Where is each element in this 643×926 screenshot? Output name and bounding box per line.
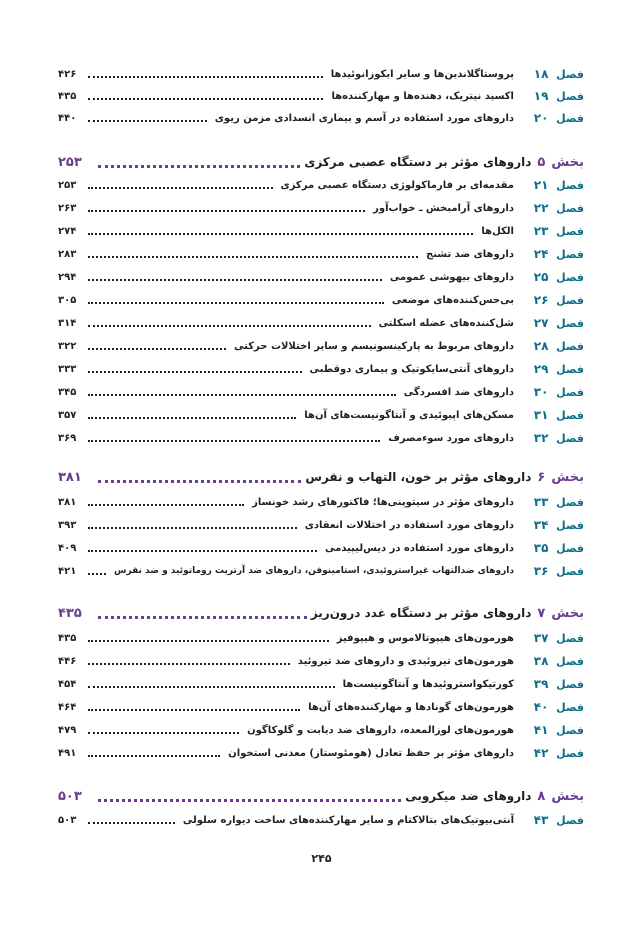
chapter-number: ۳۱	[533, 408, 549, 422]
chapter-number: ۲۰	[533, 111, 549, 125]
chapter-title[interactable]: داروهای مورد استفاده در آسم و بیماری انسدادی مزمن ریوی	[214, 112, 514, 124]
chapter-number: ۲۷	[533, 316, 549, 330]
chapter-marker	[514, 362, 584, 376]
chapter-marker	[514, 518, 584, 532]
chapter-marker	[514, 316, 584, 330]
chapter-label: فصل	[556, 316, 584, 330]
toc-row[interactable]	[58, 244, 584, 264]
chapter-marker	[514, 67, 584, 81]
chapter-label: فصل	[556, 723, 584, 737]
part-title[interactable]: داروهای مؤثر بر دستگاه عصبی مرکزی	[304, 155, 532, 169]
chapter-marker	[514, 270, 584, 284]
chapter-label: فصل	[556, 385, 584, 399]
chapter-number: ۳۳	[533, 495, 549, 509]
part-number: ۵	[537, 154, 546, 170]
page-number: ۳۱۴	[58, 317, 77, 329]
chapter-title[interactable]: اکسید نیتریک، دهنده‌ها و مهارکننده‌ها	[331, 90, 514, 102]
chapter-title[interactable]: داروهای مؤثر در سیتوپنی‌ها؛ فاکتورهای رشد خونساز	[252, 496, 514, 508]
toc-row[interactable]	[58, 198, 584, 218]
chapter-number: ۳۹	[533, 677, 549, 691]
toc-row[interactable]	[58, 628, 584, 648]
chapter-number: ۲۹	[533, 362, 549, 376]
chapter-title[interactable]: داروهای ضدالتهاب غیراستروئیدی، استامینوفن، داروهای ضد آرتریت روماتوئید و ضد نقرس	[114, 566, 514, 576]
leader-dots	[88, 210, 365, 212]
leader-dots	[88, 822, 175, 824]
chapter-label: فصل	[556, 564, 584, 578]
leader-dots	[88, 527, 297, 529]
chapter-title[interactable]: داروهای مورد استفاده در دیس‌لیپیدمی	[325, 542, 514, 554]
part-page-number: ۴۳۵	[58, 605, 82, 621]
chapter-title[interactable]: شل‌کننده‌های عضله اسکلتی	[378, 317, 514, 329]
page-number: ۲۷۴	[58, 225, 77, 237]
chapter-label: فصل	[556, 495, 584, 509]
part-label: بخش	[551, 605, 584, 621]
leader-dots	[88, 686, 335, 688]
chapter-number: ۲۲	[533, 201, 549, 215]
chapter-title[interactable]: داروهای مربوط به پارکینسونیسم و سایر اختلالات حرکتی	[234, 340, 514, 352]
toc-row[interactable]	[58, 561, 584, 581]
chapter-title[interactable]: داروهای ضد تشنج	[425, 248, 514, 260]
page-number: ۳۲۲	[58, 340, 77, 352]
page-number: ۴۵۴	[58, 678, 77, 690]
chapter-marker	[514, 431, 584, 445]
part-label: بخش	[551, 154, 584, 170]
chapter-number: ۳۰	[533, 385, 549, 399]
chapter-number: ۲۱	[533, 178, 549, 192]
page-number: ۳۶۹	[58, 432, 77, 444]
page-number: ۴۰۹	[58, 542, 77, 554]
leader-dots	[98, 799, 401, 802]
chapter-marker	[514, 385, 584, 399]
chapter-title[interactable]: داروهای مؤثر بر حفظ تعادل (هومئوستاز) معدنی استخوان	[228, 747, 514, 759]
chapter-label: فصل	[556, 700, 584, 714]
toc-row[interactable]	[58, 175, 584, 195]
page-number: ۲۵۳	[58, 179, 77, 191]
chapter-marker	[514, 541, 584, 555]
leader-dots	[88, 302, 384, 304]
chapter-marker	[514, 293, 584, 307]
chapter-number: ۴۱	[533, 723, 549, 737]
chapter-label: فصل	[556, 293, 584, 307]
page-number: ۴۷۹	[58, 724, 77, 736]
part-page-number: ۵۰۳	[58, 788, 82, 804]
part-title[interactable]: داروهای مؤثر بر دستگاه غدد درون‌ریز	[310, 606, 532, 620]
page-number: ۲۸۳	[58, 248, 77, 260]
chapter-label: فصل	[556, 270, 584, 284]
part-heading[interactable]	[58, 151, 584, 173]
leader-dots	[88, 732, 239, 734]
chapter-label: فصل	[556, 408, 584, 422]
leader-dots	[88, 348, 226, 350]
chapter-marker	[514, 700, 584, 714]
page-number: ۴۶۴	[58, 701, 77, 713]
leader-dots	[88, 573, 106, 575]
folio-page-number: ۲۴۵	[311, 852, 332, 865]
toc-row[interactable]	[58, 313, 584, 333]
page-number: ۳۳۳	[58, 363, 77, 375]
chapter-label: فصل	[556, 111, 584, 125]
chapter-marker	[514, 178, 584, 192]
chapter-number: ۴۰	[533, 700, 549, 714]
toc-row[interactable]	[58, 720, 584, 740]
chapter-marker	[514, 201, 584, 215]
chapter-number: ۲۶	[533, 293, 549, 307]
chapter-number: ۲۵	[533, 270, 549, 284]
leader-dots	[88, 394, 396, 396]
toc-row[interactable]	[58, 743, 584, 763]
leader-dots	[88, 325, 371, 327]
page-number: ۳۹۳	[58, 519, 77, 531]
leader-dots	[98, 165, 300, 168]
chapter-marker	[514, 813, 584, 827]
chapter-marker	[514, 723, 584, 737]
chapter-label: فصل	[556, 247, 584, 261]
chapter-label: فصل	[556, 746, 584, 760]
leader-dots	[88, 417, 296, 419]
part-title[interactable]: داروهای ضد میکروبی	[405, 789, 532, 803]
toc-row[interactable]	[58, 382, 584, 402]
chapter-title[interactable]: داروهای ضد افسردگی	[403, 386, 514, 398]
chapter-label: فصل	[556, 431, 584, 445]
leader-dots	[88, 640, 329, 642]
chapter-label: فصل	[556, 224, 584, 238]
leader-dots	[88, 279, 382, 281]
chapter-title[interactable]: کورتیکواستروئیدها و آنتاگونیست‌ها	[342, 678, 514, 690]
chapter-title[interactable]: مسکن‌های اپیوئیدی و آنتاگونیست‌های آن‌ها	[304, 409, 514, 421]
chapter-number: ۲۴	[533, 247, 549, 261]
leader-dots	[88, 709, 300, 711]
chapter-title[interactable]: هورمون‌های گونادها و مهارکننده‌های آن‌ها	[308, 701, 514, 713]
chapter-label: فصل	[556, 813, 584, 827]
chapter-title[interactable]: داروهای آرامبخش ـ خواب‌آور	[373, 202, 514, 214]
toc-row[interactable]	[58, 697, 584, 717]
chapter-number: ۳۸	[533, 654, 549, 668]
page-number: ۳۸۱	[58, 496, 77, 508]
chapter-label: فصل	[556, 631, 584, 645]
toc-row[interactable]	[58, 428, 584, 448]
chapter-marker	[514, 564, 584, 578]
chapter-label: فصل	[556, 67, 584, 81]
chapter-marker	[514, 677, 584, 691]
page-number: ۴۳۵	[58, 632, 77, 644]
toc-row[interactable]	[58, 810, 584, 830]
toc-row[interactable]	[58, 359, 584, 379]
chapter-marker	[514, 495, 584, 509]
part-page-number: ۲۵۳	[58, 154, 82, 170]
toc-row[interactable]	[58, 651, 584, 671]
leader-dots	[88, 550, 317, 552]
chapter-marker	[514, 631, 584, 645]
chapter-label: فصل	[556, 339, 584, 353]
page-number: ۴۹۱	[58, 747, 77, 759]
page-number: ۲۹۴	[58, 271, 77, 283]
page-number: ۴۴۶	[58, 655, 77, 667]
chapter-title[interactable]: الکل‌ها	[481, 225, 514, 237]
chapter-title[interactable]: هورمون‌های هیپوتالاموس و هیپوفیز	[336, 632, 514, 644]
chapter-title[interactable]: مقدمه‌ای بر فارماکولوژی دستگاه عصبی مرکزی	[280, 179, 514, 191]
chapter-title[interactable]: داروهای مورد استفاده در اختلالات انعقادی	[304, 519, 514, 531]
chapter-marker	[514, 247, 584, 261]
chapter-label: فصل	[556, 201, 584, 215]
toc-row[interactable]	[58, 267, 584, 287]
leader-dots	[88, 233, 473, 235]
chapter-title[interactable]: آنتی‌بیوتیک‌های بتالاکتام و سایر مهارکننده‌های ساخت دیواره سلولی	[182, 814, 514, 826]
toc-row[interactable]	[58, 515, 584, 535]
leader-dots	[88, 98, 323, 100]
toc-row[interactable]	[58, 86, 584, 106]
chapter-marker	[514, 111, 584, 125]
page-number: ۴۳۵	[58, 90, 77, 102]
chapter-label: فصل	[556, 654, 584, 668]
chapter-number: ۲۳	[533, 224, 549, 238]
toc-row[interactable]	[58, 538, 584, 558]
toc-row[interactable]	[58, 64, 584, 84]
part-page-number: ۳۸۱	[58, 469, 82, 485]
chapter-title[interactable]: هورمون‌های لوزالمعده، داروهای ضد دیابت و گلوکاگون	[247, 724, 514, 736]
leader-dots	[88, 663, 290, 665]
leader-dots	[88, 504, 244, 506]
chapter-title[interactable]: داروهای بیهوشی عمومی	[389, 271, 514, 283]
leader-dots	[98, 616, 307, 619]
leader-dots	[88, 256, 418, 258]
leader-dots	[88, 440, 380, 442]
part-title[interactable]: داروهای مؤثر بر خون، التهاب و نقرس	[305, 470, 532, 484]
leader-dots	[88, 371, 302, 373]
chapter-marker	[514, 89, 584, 103]
page-number: ۳۴۵	[58, 386, 77, 398]
chapter-marker	[514, 224, 584, 238]
chapter-number: ۳۵	[533, 541, 549, 555]
toc-row[interactable]	[58, 336, 584, 356]
chapter-title[interactable]: داروهای آنتی‌سایکوتیک و بیماری دوقطبی	[309, 363, 514, 375]
page-number: ۲۶۳	[58, 202, 77, 214]
toc-row[interactable]	[58, 674, 584, 694]
chapter-number: ۳۲	[533, 431, 549, 445]
chapter-title[interactable]: هورمون‌های تیروئیدی و داروهای ضد تیروئید	[297, 655, 514, 667]
leader-dots	[88, 755, 220, 757]
page-number: ۳۵۷	[58, 409, 77, 421]
chapter-number: ۲۸	[533, 339, 549, 353]
chapter-label: فصل	[556, 677, 584, 691]
chapter-label: فصل	[556, 178, 584, 192]
chapter-number: ۱۸	[533, 67, 549, 81]
chapter-label: فصل	[556, 518, 584, 532]
part-heading[interactable]	[58, 602, 584, 624]
chapter-marker	[514, 408, 584, 422]
page-number: ۴۲۱	[58, 565, 77, 577]
chapter-title[interactable]: بی‌حس‌کننده‌های موضعی	[391, 294, 514, 306]
chapter-label: فصل	[556, 362, 584, 376]
chapter-marker	[514, 654, 584, 668]
page-number: ۵۰۳	[58, 814, 77, 826]
chapter-label: فصل	[556, 89, 584, 103]
part-number: ۶	[537, 469, 546, 485]
page-number: ۴۲۶	[58, 68, 77, 80]
chapter-marker	[514, 339, 584, 353]
chapter-number: ۳۶	[533, 564, 549, 578]
part-label: بخش	[551, 469, 584, 485]
page-number: ۴۴۰	[58, 112, 77, 124]
part-label: بخش	[551, 788, 584, 804]
chapter-number: ۳۷	[533, 631, 549, 645]
leader-dots	[98, 480, 301, 483]
chapter-title[interactable]: پروستاگلاندین‌ها و سایر ایکوزانوئیدها	[330, 68, 514, 80]
leader-dots	[88, 76, 323, 78]
toc-row[interactable]	[58, 405, 584, 425]
leader-dots	[88, 120, 207, 122]
page-number: ۳۰۵	[58, 294, 77, 306]
chapter-number: ۳۴	[533, 518, 549, 532]
toc-row[interactable]	[58, 492, 584, 512]
part-heading[interactable]	[58, 466, 584, 488]
toc-row[interactable]	[58, 290, 584, 310]
part-number: ۸	[537, 788, 546, 804]
chapter-label: فصل	[556, 541, 584, 555]
chapter-title[interactable]: داروهای مورد سوءمصرف	[388, 432, 514, 444]
chapter-number: ۴۳	[533, 813, 549, 827]
toc-row[interactable]	[58, 221, 584, 241]
chapter-number: ۱۹	[533, 89, 549, 103]
part-heading[interactable]	[58, 785, 584, 807]
chapter-marker	[514, 746, 584, 760]
chapter-number: ۴۲	[533, 746, 549, 760]
part-number: ۷	[537, 605, 546, 621]
toc-row[interactable]	[58, 108, 584, 128]
leader-dots	[88, 187, 273, 189]
